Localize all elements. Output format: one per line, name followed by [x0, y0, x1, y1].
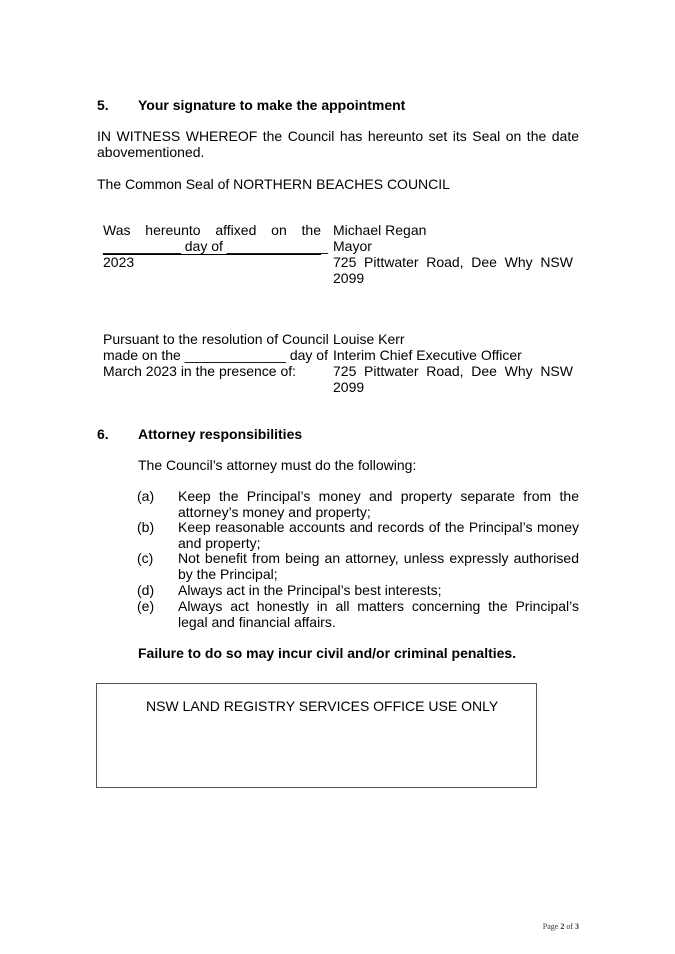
section-5-heading: Your signature to make the appointment — [138, 97, 406, 113]
mayor-postcode: 2099 — [333, 270, 365, 286]
list-item-letter: (d) — [137, 582, 155, 598]
list-item-letter: (a) — [137, 488, 155, 504]
affixed-date-line: __________ day of _____________ — [103, 238, 328, 254]
page-of: of — [566, 922, 573, 931]
list-item-text: Always act in the Principal’s best interests; — [178, 582, 442, 598]
section-6-heading: Attorney responsibilities — [138, 426, 303, 442]
section-5-number: 5. — [97, 97, 109, 113]
list-item-text: Not benefit from being an attorney, unless expressly authorised by the Principal; — [178, 550, 579, 582]
list-item-text: Always act honestly in all matters concerning the Principal’s legal and financial affairs. — [178, 598, 579, 630]
list-item-letter: (b) — [137, 519, 155, 535]
affixed-line: Was hereunto affixed on the — [103, 222, 321, 238]
page-prefix: Page — [542, 922, 559, 931]
page-number — [543, 922, 579, 932]
total-pages: 3 — [575, 922, 579, 931]
current-page: 2 — [560, 922, 565, 931]
office-use-box — [96, 683, 537, 788]
witness-paragraph: IN WITNESS WHEREOF the Council has hereunto set its Seal on the date abovementioned. — [97, 128, 579, 160]
section-6-number: 6. — [97, 426, 109, 442]
common-seal-line: The Common Seal of NORTHERN BEACHES COUNCIL — [97, 176, 450, 192]
ceo-title: Interim Chief Executive Officer — [333, 347, 522, 363]
affixed-year: 2023 — [103, 254, 321, 270]
list-item-text: Keep the Principal’s money and property separate from the attorney’s money and property; — [178, 488, 579, 520]
ceo-postcode: 2099 — [333, 379, 365, 395]
penalty-warning: Failure to do so may incur civil and/or criminal penalties. — [138, 645, 517, 661]
resolution-presence-line: March 2023 in the presence of: — [103, 363, 297, 379]
resolution-line: Pursuant to the resolution of Council — [103, 331, 329, 347]
list-item-text: Keep reasonable accounts and records of the Principal’s money and property; — [178, 519, 579, 551]
office-use-label: NSW LAND REGISTRY SERVICES OFFICE USE ONLY — [146, 698, 499, 714]
resolution-date-line: made on the _____________ day of — [103, 347, 328, 363]
ceo-name: Louise Kerr — [333, 331, 405, 347]
list-item-letter: (c) — [137, 550, 154, 566]
mayor-name: Michael Regan — [333, 222, 427, 238]
responsibilities-intro: The Council’s attorney must do the following: — [138, 457, 417, 473]
list-item-letter: (e) — [137, 598, 155, 614]
mayor-address: 725 Pittwater Road, Dee Why NSW — [333, 254, 573, 270]
ceo-address: 725 Pittwater Road, Dee Why NSW — [333, 363, 573, 379]
mayor-title: Mayor — [333, 238, 372, 254]
